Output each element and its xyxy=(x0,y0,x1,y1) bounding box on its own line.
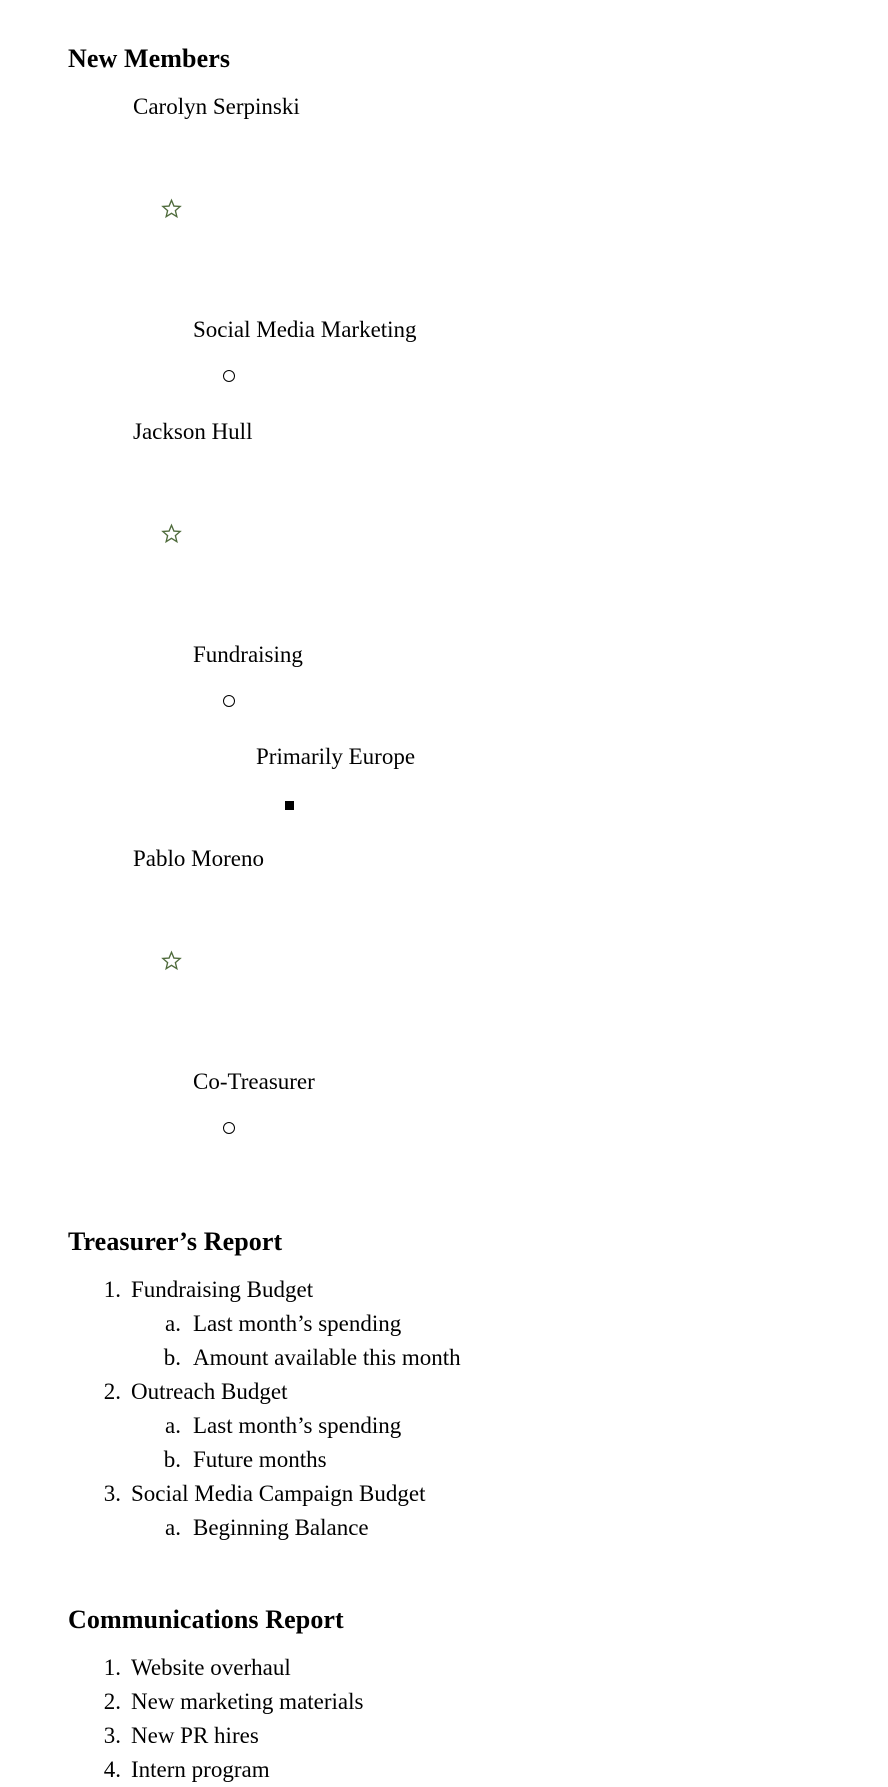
section-heading: Treasurer’s Report xyxy=(68,1227,283,1256)
list-item-text: Social Media Campaign Budget xyxy=(131,1481,426,1506)
list-letter: a. xyxy=(165,1515,181,1540)
star-icon xyxy=(162,131,181,150)
square-icon xyxy=(285,801,294,810)
list-item-text: New PR hires xyxy=(131,1723,259,1748)
list-item-text: Website overhaul xyxy=(131,1655,291,1680)
list-number: 3. xyxy=(103,1723,121,1748)
list-number: 1. xyxy=(103,1277,121,1302)
list-item-text: Intern program xyxy=(131,1757,270,1782)
list-letter: a. xyxy=(165,1413,181,1438)
star-icon xyxy=(162,456,181,475)
list-item-text: New marketing materials xyxy=(131,1689,364,1714)
star-bullet-marker xyxy=(104,842,124,1065)
circle-bullet-marker xyxy=(165,313,178,415)
section-list xyxy=(68,1273,848,1545)
list-letter: b. xyxy=(163,1345,181,1370)
section-list xyxy=(68,90,848,1167)
star-bullet-marker xyxy=(104,415,124,638)
list-item-text: Fundraising Budget xyxy=(131,1277,314,1302)
list-item-text: Amount available this month xyxy=(193,1345,461,1370)
list-item-text: Last month’s spending xyxy=(193,1413,402,1438)
list-item-text: Outreach Budget xyxy=(131,1379,288,1404)
circle-bullet-marker xyxy=(165,1065,178,1167)
list-number: 4. xyxy=(103,1757,121,1782)
list-item xyxy=(68,638,848,740)
list-item-text: Primarily Europe xyxy=(256,744,416,769)
list-item-text: Fundraising xyxy=(193,642,303,667)
list-item xyxy=(68,1511,848,1545)
list-item xyxy=(68,1651,848,1685)
list-item xyxy=(68,415,848,638)
list-number: 1. xyxy=(103,1655,121,1680)
list-item-text: Beginning Balance xyxy=(193,1515,369,1540)
list-item xyxy=(68,313,848,415)
list-item-text: Co-Treasurer xyxy=(193,1069,315,1094)
list-item xyxy=(68,1477,848,1511)
list-number: 2. xyxy=(103,1379,121,1404)
list-item xyxy=(68,1375,848,1409)
list-item xyxy=(68,1443,848,1477)
list-item xyxy=(68,1719,848,1753)
section-heading: New Members xyxy=(68,44,231,73)
list-number: 3. xyxy=(103,1481,121,1506)
star-icon xyxy=(162,883,181,902)
list-letter: b. xyxy=(163,1447,181,1472)
list-number: 2. xyxy=(103,1689,121,1714)
list-item xyxy=(68,842,848,1065)
list-item xyxy=(68,1273,848,1307)
section-communications-report xyxy=(68,1605,848,1787)
square-bullet-marker xyxy=(227,740,238,842)
circle-icon xyxy=(223,695,235,707)
circle-bullet-marker xyxy=(165,638,178,740)
list-letter: a. xyxy=(165,1311,181,1336)
list-item xyxy=(68,1307,848,1341)
list-item-text: Jackson Hull xyxy=(133,419,253,444)
list-item xyxy=(68,1341,848,1375)
list-item-text: Pablo Moreno xyxy=(133,846,264,871)
section-list xyxy=(68,1651,848,1787)
list-item-text: Last month’s spending xyxy=(193,1311,402,1336)
section-new-members xyxy=(68,44,848,1167)
list-item-text: Social Media Marketing xyxy=(193,317,417,342)
circle-icon xyxy=(223,1122,235,1134)
list-item xyxy=(68,1685,848,1719)
list-item xyxy=(68,740,848,842)
list-item xyxy=(68,90,848,313)
list-item-text: Future months xyxy=(193,1447,327,1472)
circle-icon xyxy=(223,370,235,382)
list-item xyxy=(68,1065,848,1167)
list-item-text: Carolyn Serpinski xyxy=(133,94,300,119)
section-heading: Communications Report xyxy=(68,1605,344,1634)
section-treasurers-report xyxy=(68,1227,848,1545)
star-bullet-marker xyxy=(104,90,124,313)
list-item xyxy=(68,1753,848,1787)
list-item xyxy=(68,1409,848,1443)
